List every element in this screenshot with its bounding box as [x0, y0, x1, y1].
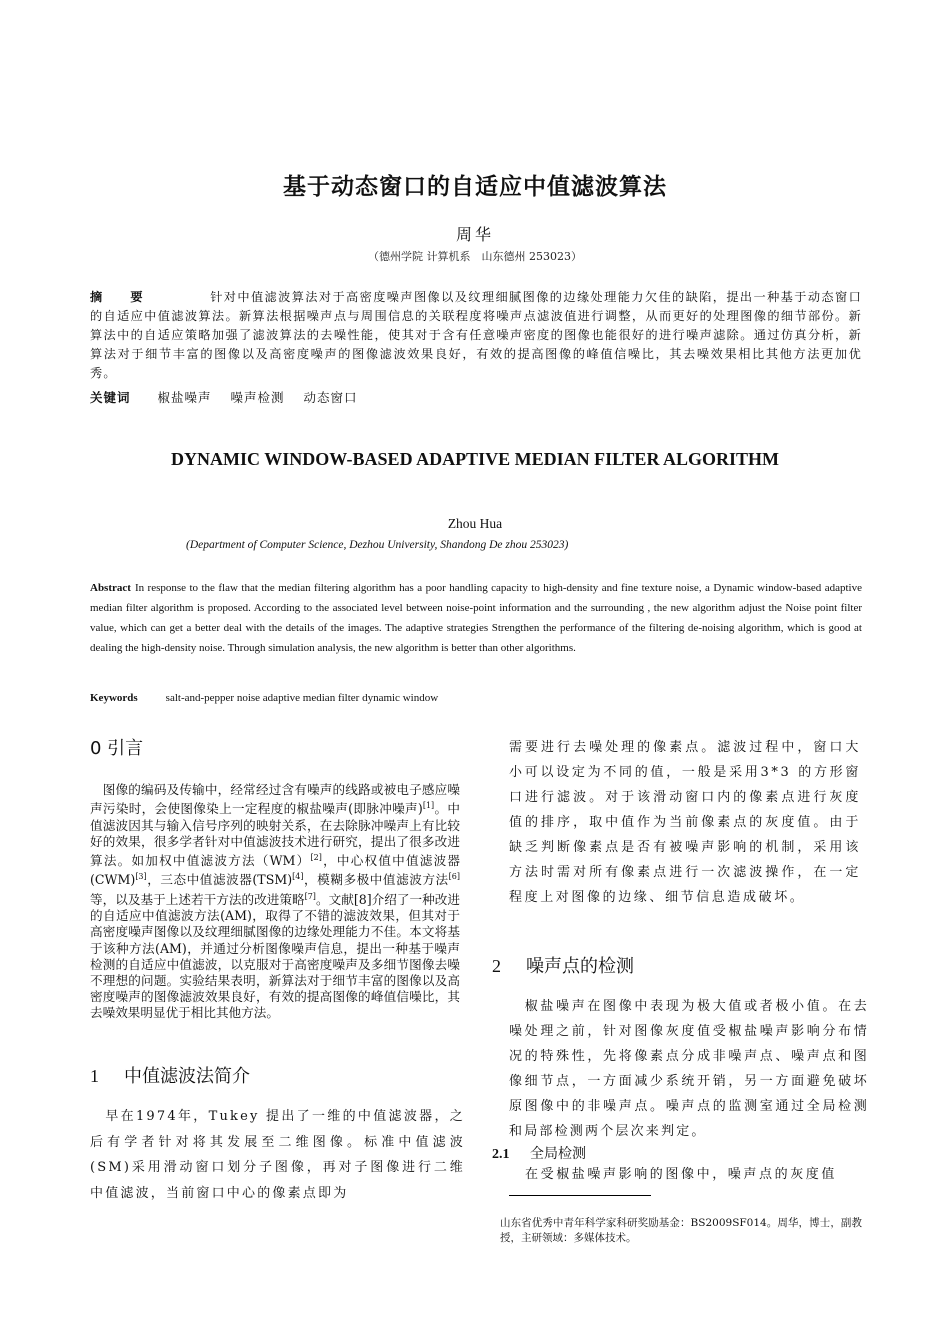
keywords-en-text: salt-and-pepper noise adaptive median filter dynamic window: [165, 692, 439, 704]
abstract-en-label: Abstract: [90, 582, 131, 594]
abstract-cn: [90, 288, 862, 383]
intro-text-part: 等，以及基于上述若干方法的改进策略: [90, 891, 305, 907]
author-en: Zhou Hua: [447, 516, 503, 531]
section-1-body: 早在1974年，Tukey 提出了一维的中值滤波器，之后有学者针对将其发展至二维图像。标准中值滤波(SM)采用滑动窗口划分子图像，再对子图像进行二维中值滤波，当前窗口中心的像素点即为: [90, 1109, 466, 1201]
paper-title-en: DYNAMIC WINDOW-BASED ADAPTIVE MEDIAN FILTER ALGORITHM: [171, 449, 779, 469]
section-number: 1: [90, 1066, 99, 1086]
intro-text-part: 。文献[8]介绍了一种改进的自适应中值滤波方法(AM)，取得了不错的滤波效果，但其对于高密度噪声图像以及纹理细腻图像的边缘处理能力不佳。本文将基于该种方法(AM)，并通过分析图像噪声信息，提出一种基于噪声检测的自适应中值滤波，以克服对于高密度噪声及多细节图像去噪不理想的问题。实验结果表明，新算法对于细节丰富的图像以及高密度噪声的图像滤波效果良好，有效的提高图像的峰值信噪比，其去噪效果明显优于相比其他方法。: [90, 891, 461, 1021]
subsection-heading-2-1: [492, 1143, 586, 1163]
section-2-body: 椒盐噪声在图像中表现为极大值或者极小值。在去噪处理之前，针对图像灰度值受椒盐噪声影响分布情况的特殊性，先将像素点分成非噪声点、噪声点和图像细节点，一方面减少系统开销，另一方面避免破坏原图像中的非噪声点。噪声点的监测室通过全局检测和局部检测两个层次来判定。: [509, 999, 870, 1139]
keyword-cn-item: 噪声检测: [230, 390, 285, 405]
footnote: 山东省优秀中青年科学家科研奖励基金：BS2009SF014。周华，博士，副教授，主研领域：多媒体技术。: [500, 1217, 862, 1244]
section-heading-intro: 0 引言: [90, 738, 144, 759]
abstract-cn-label: 摘 要: [90, 290, 151, 304]
affiliation-cn: （德州学院 计算机系 山东德州 253023）: [368, 250, 582, 263]
section-title: 噪声点的检测: [526, 956, 634, 977]
keyword-cn-item: 椒盐噪声: [157, 390, 212, 405]
affiliation-en: (Department of Computer Science, Dezhou University, Shandong De zhou 253023): [186, 539, 569, 551]
section-1-continued: 需要进行去噪处理的像素点。滤波过程中，窗口大小可以设定为不同的值，一般是采用3*3 的方形窗口进行滤波。对于该滑动窗口内的像素点进行灰度值的排序，取中值作为当前像素点的灰度值。由于缺乏判断像素点是否有被噪声影响的机制，采用该方法时需对所有像素点进行一次滤波操作，在一定程度上对图像的边缘、细节信息造成破坏。: [509, 740, 861, 905]
citation: [1]: [422, 801, 435, 811]
section-number: 2: [492, 956, 501, 976]
section-2-text: [509, 994, 869, 1144]
author-cn: 周华: [455, 225, 494, 244]
intro-text-part: ，模糊多极中值滤波方法: [303, 872, 449, 888]
section-heading-1: [90, 1062, 250, 1088]
section-title: 中值滤波法简介: [124, 1066, 250, 1087]
citation: [4]: [292, 872, 304, 882]
citation: [6]: [448, 872, 461, 882]
intro-text-part: 。中值滤波因其与输入信号序列的映射关系，在去除脉冲噪声上有比较好的效果，很多学者针对中值滤波技术进行研究，提出了很多改进算法。如加权中值滤波方法（WM）: [90, 801, 461, 869]
section-1-text: [90, 1104, 465, 1206]
subsection-number: 2.1: [492, 1147, 510, 1162]
citation: [3]: [135, 872, 147, 882]
citation: [2]: [310, 853, 322, 862]
subsection-2-1-text: 在受椒盐噪声影响的图像中，噪声点的灰度值: [525, 1167, 838, 1182]
paper-title-cn: 基于动态窗口的自适应中值滤波算法: [283, 174, 667, 200]
intro-text-part: ，中心权值中值滤波器(CWM): [90, 853, 461, 888]
footnote-divider: [509, 1195, 651, 1196]
intro-text-part: ，三态中值滤波器(TSM): [146, 872, 293, 888]
citation: [7]: [304, 891, 316, 901]
keywords-en-label: Keywords: [90, 692, 138, 704]
keywords-en: [90, 692, 438, 704]
intro-text-part: 图像的编码及传输中，经常经过含有噪声的线路或被电子感应噪声污染时，会使图像染上一定程度的椒盐噪声(即脉冲噪声): [90, 782, 461, 817]
abstract-en-text: In response to the flaw that the median filtering algorithm has a poor handling capacity to high-density and fine texture noise, a Dynamic window-based adaptive median filter algorithm is proposed. According to the associated level between noise-point information and the surrounding , the new algorithm adjust the Noise point filter value, which can get a better deal with the details of the images. The adaptive strategies Strengthen the performance of the filtering de-noising algorithm, which is good at dealing the high-density noise. Through simulation analysis, the new algorithm is better than other algorithms.: [90, 582, 862, 654]
section-heading-2: [492, 952, 634, 978]
section-intro-text: [90, 782, 460, 1022]
keyword-cn-item: 动态窗口: [303, 390, 358, 405]
keywords-cn-label: 关键词: [90, 390, 131, 405]
abstract-en: [90, 578, 862, 658]
keywords-cn: [90, 388, 372, 406]
abstract-cn-text: 针对中值滤波算法对于高密度噪声图像以及纹理细腻图像的边缘处理能力欠佳的缺陷，提出一种基于动态窗口的自适应中值滤波算法。新算法根据噪声点与周围信息的关联程度将噪声点滤波值进行调整，从而更好的处理图像的细节部份。新算法中的自适应策略加强了滤波算法的去噪性能，使其对于含有任意噪声密度的图像也能很好的进行噪声滤除。通过仿真分析，新算法对于细节丰富的图像以及高密度噪声的图像滤波效果良好，有效的提高图像的峰值信噪比，其去噪效果相比其他方法更加优秀。: [90, 290, 862, 380]
subsection-title: 全局检测: [530, 1146, 586, 1162]
